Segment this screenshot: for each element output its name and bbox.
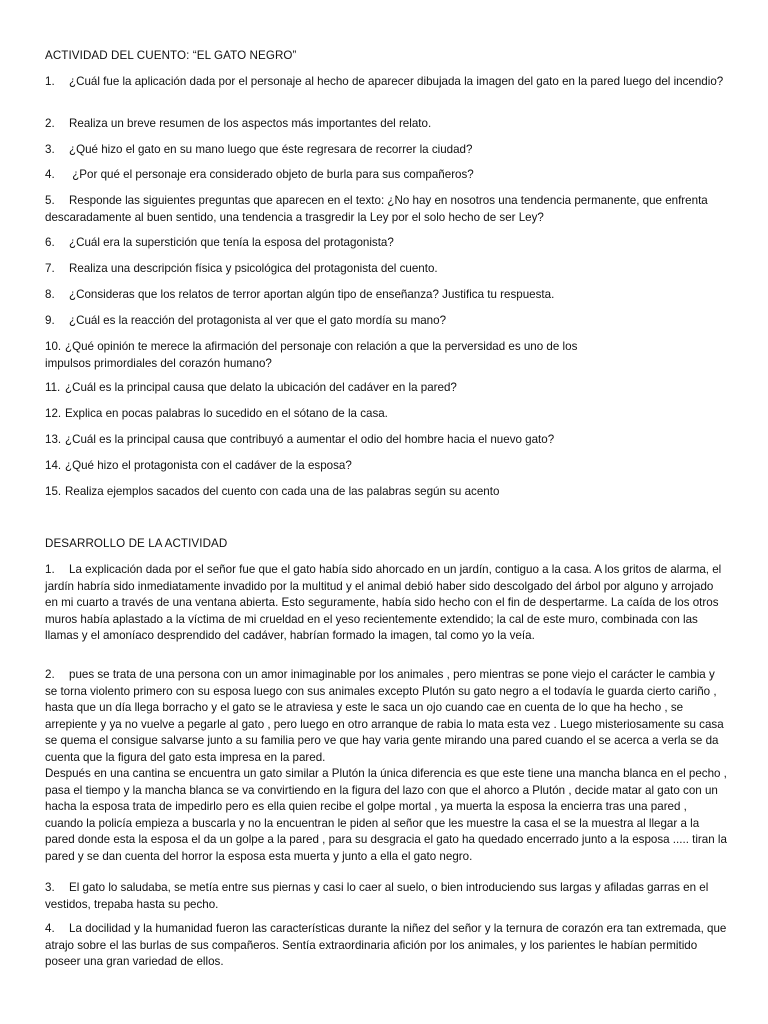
question-5	[45, 193, 735, 226]
question-number: 12.	[45, 407, 62, 420]
question-9	[45, 313, 725, 330]
answer-text: El gato lo saludaba, se metía entre sus piernas y casi lo caer al suelo, o bien introduciendo sus largas y afiladas garras en el vestidos, trepaba hasta su pecho.	[45, 881, 709, 911]
question-text: Realiza una descripción física y psicológica del protagonista del cuento.	[69, 262, 438, 275]
question-number: 5.	[45, 194, 55, 207]
question-number: 6.	[45, 236, 55, 249]
question-text: Responde las siguientes preguntas que aparecen en el texto: ¿No hay en nosotros una tendencia permanente, que enfrenta descaradamente al buen sentido, una tendencia a trasgredir la Ley por el solo hecho de ser Ley?	[45, 194, 708, 224]
question-13	[45, 432, 725, 449]
answer-4	[45, 921, 727, 971]
question-text: ¿Cuál era la superstición que tenía la esposa del protagonista?	[69, 236, 394, 249]
question-text: ¿Qué opinión te merece la afirmación del personaje con relación a que la perversidad es uno de los	[65, 340, 578, 353]
answer-text: La explicación dada por el señor fue que el gato había sido ahorcado en un jardín, contiguo a la casa. A los gritos de alarma, el jardín habría sido inmediatamente invadido por la multitud y el animal debió haber sido descolgado del árbol por alguno y arrojado en mi cuarto a través de una ventana abierta. Esto seguramente, había sido hecho con el fin de despertarme. La caída de los otros muros había aplastado a la víctima de mi crueldad en el yeso recientemente extendido; la cal de este muro, combinada con las llamas y el amoníaco desprendido del cadáver, habrían formado la imagen, tal como yo la veía.	[45, 563, 722, 642]
question-text: ¿Cuál es la principal causa que delato la ubicación del cadáver en la pared?	[65, 381, 457, 394]
answer-text: La docilidad y la humanidad fueron las características durante la niñez del señor y la ternura de corazón era tan extremada, que atrajo sobre el las burlas de sus compañeros. Sentía extraordinaria afición por los animales, y los parientes le habían permitido poseer una gran variedad de ellos.	[45, 922, 727, 968]
question-number: 13.	[45, 433, 62, 446]
question-text-continued: impulsos primordiales del corazón humano?	[45, 356, 272, 370]
question-text: ¿Cuál es la principal causa que contribuyó a aumentar el odio del hombre hacia el nuevo gato?	[65, 433, 555, 446]
question-text: ¿Por qué el personaje era considerado objeto de burla para sus compañeros?	[69, 168, 474, 181]
question-number: 7.	[45, 262, 55, 275]
question-text: ¿Qué hizo el gato en su mano luego que éste regresara de recorrer la ciudad?	[69, 143, 473, 156]
answer-2	[45, 667, 727, 865]
question-3	[45, 142, 725, 159]
question-15	[45, 484, 725, 501]
question-number: 10.	[45, 340, 62, 353]
question-text: ¿Cuál es la reacción del protagonista al ver que el gato mordía su mano?	[69, 314, 447, 327]
question-6	[45, 235, 725, 252]
answer-number: 4.	[45, 922, 55, 935]
question-number: 1.	[45, 75, 55, 88]
question-1	[45, 74, 735, 91]
question-number: 14.	[45, 459, 62, 472]
question-text: Explica en pocas palabras lo sucedido en el sótano de la casa.	[65, 407, 388, 420]
question-10	[45, 339, 725, 372]
answer-number: 1.	[45, 563, 55, 576]
question-11	[45, 380, 725, 397]
question-8	[45, 287, 725, 304]
question-number: 15.	[45, 485, 62, 498]
answer-text: pues se trata de una persona con un amor inimaginable por los animales , pero mientras se pone viejo el carácter le cambia y se torna violento primero con su esposa luego con sus animales excepto Plutón su gato negro a el todavía le guarda cierto cariño , hasta que un día llega borracho y el gato se le atraviesa y este le saca un ojo cuando cae en cuenta de lo que ha hecho , se arrepiente y ya no vuelve a pegarle al gato , pero luego en otro arranque de rabia lo mata esta vez . Luego misteriosamente su casa se quema el consigue salvarse junto a su familia pero ve que hay varia gente mirando una pared cuando el se acerca a verla se da cuenta que la figura del gato esta impresa en la pared.	[45, 668, 724, 764]
question-text: ¿Qué hizo el protagonista con el cadáver de la esposa?	[65, 459, 352, 472]
question-number: 2.	[45, 117, 55, 130]
document-title: ACTIVIDAD DEL CUENTO: “EL GATO NEGRO”	[45, 49, 297, 62]
question-14	[45, 458, 725, 475]
question-4	[45, 167, 725, 184]
answer-1	[45, 562, 727, 645]
question-number: 3.	[45, 143, 55, 156]
question-text: Realiza un breve resumen de los aspectos más importantes del relato.	[69, 117, 432, 130]
question-12	[45, 406, 725, 423]
question-2	[45, 116, 725, 133]
question-text: ¿Consideras que los relatos de terror aportan algún tipo de enseñanza? Justifica tu respuesta.	[69, 288, 555, 301]
question-number: 11.	[45, 381, 61, 394]
answer-text-continued: Después en una cantina se encuentra un gato similar a Plutón la única diferencia es que este tiene una mancha blanca en el pecho , pasa el tiempo y la mancha blanca se va convirtiendo en la figura del lazo con que el ahorco a Plutón , decide matar al gato con un hacha la esposa trata de impedirlo pero es ella quien recibe el golpe mortal , ya muerta la esposa la encierra tras una pared , cuando la policía empieza a buscarla y no la encuentran le piden al señor que les muestre la casa el se la muestra al llegar a la pared donde esta la esposa el da un golpe a la pared , para su desgracia el gato ha quedado encerrado junto a la esposa ..... tiran la pared y se dan cuenta del horror la esposa esta muerta y junto a ella el gato negro.	[45, 767, 727, 863]
answer-number: 3.	[45, 881, 55, 894]
development-heading: DESARROLLO DE LA ACTIVIDAD	[45, 537, 228, 550]
answer-3	[45, 880, 727, 913]
question-text: ¿Cuál fue la aplicación dada por el personaje al hecho de aparecer dibujada la imagen del gato en la pared luego del incendio?	[69, 75, 724, 88]
question-number: 4.	[45, 168, 55, 181]
answer-number: 2.	[45, 668, 55, 681]
question-7	[45, 261, 725, 278]
question-text: Realiza ejemplos sacados del cuento con cada una de las palabras según su acento	[65, 485, 500, 498]
question-number: 9.	[45, 314, 55, 327]
question-number: 8.	[45, 288, 55, 301]
